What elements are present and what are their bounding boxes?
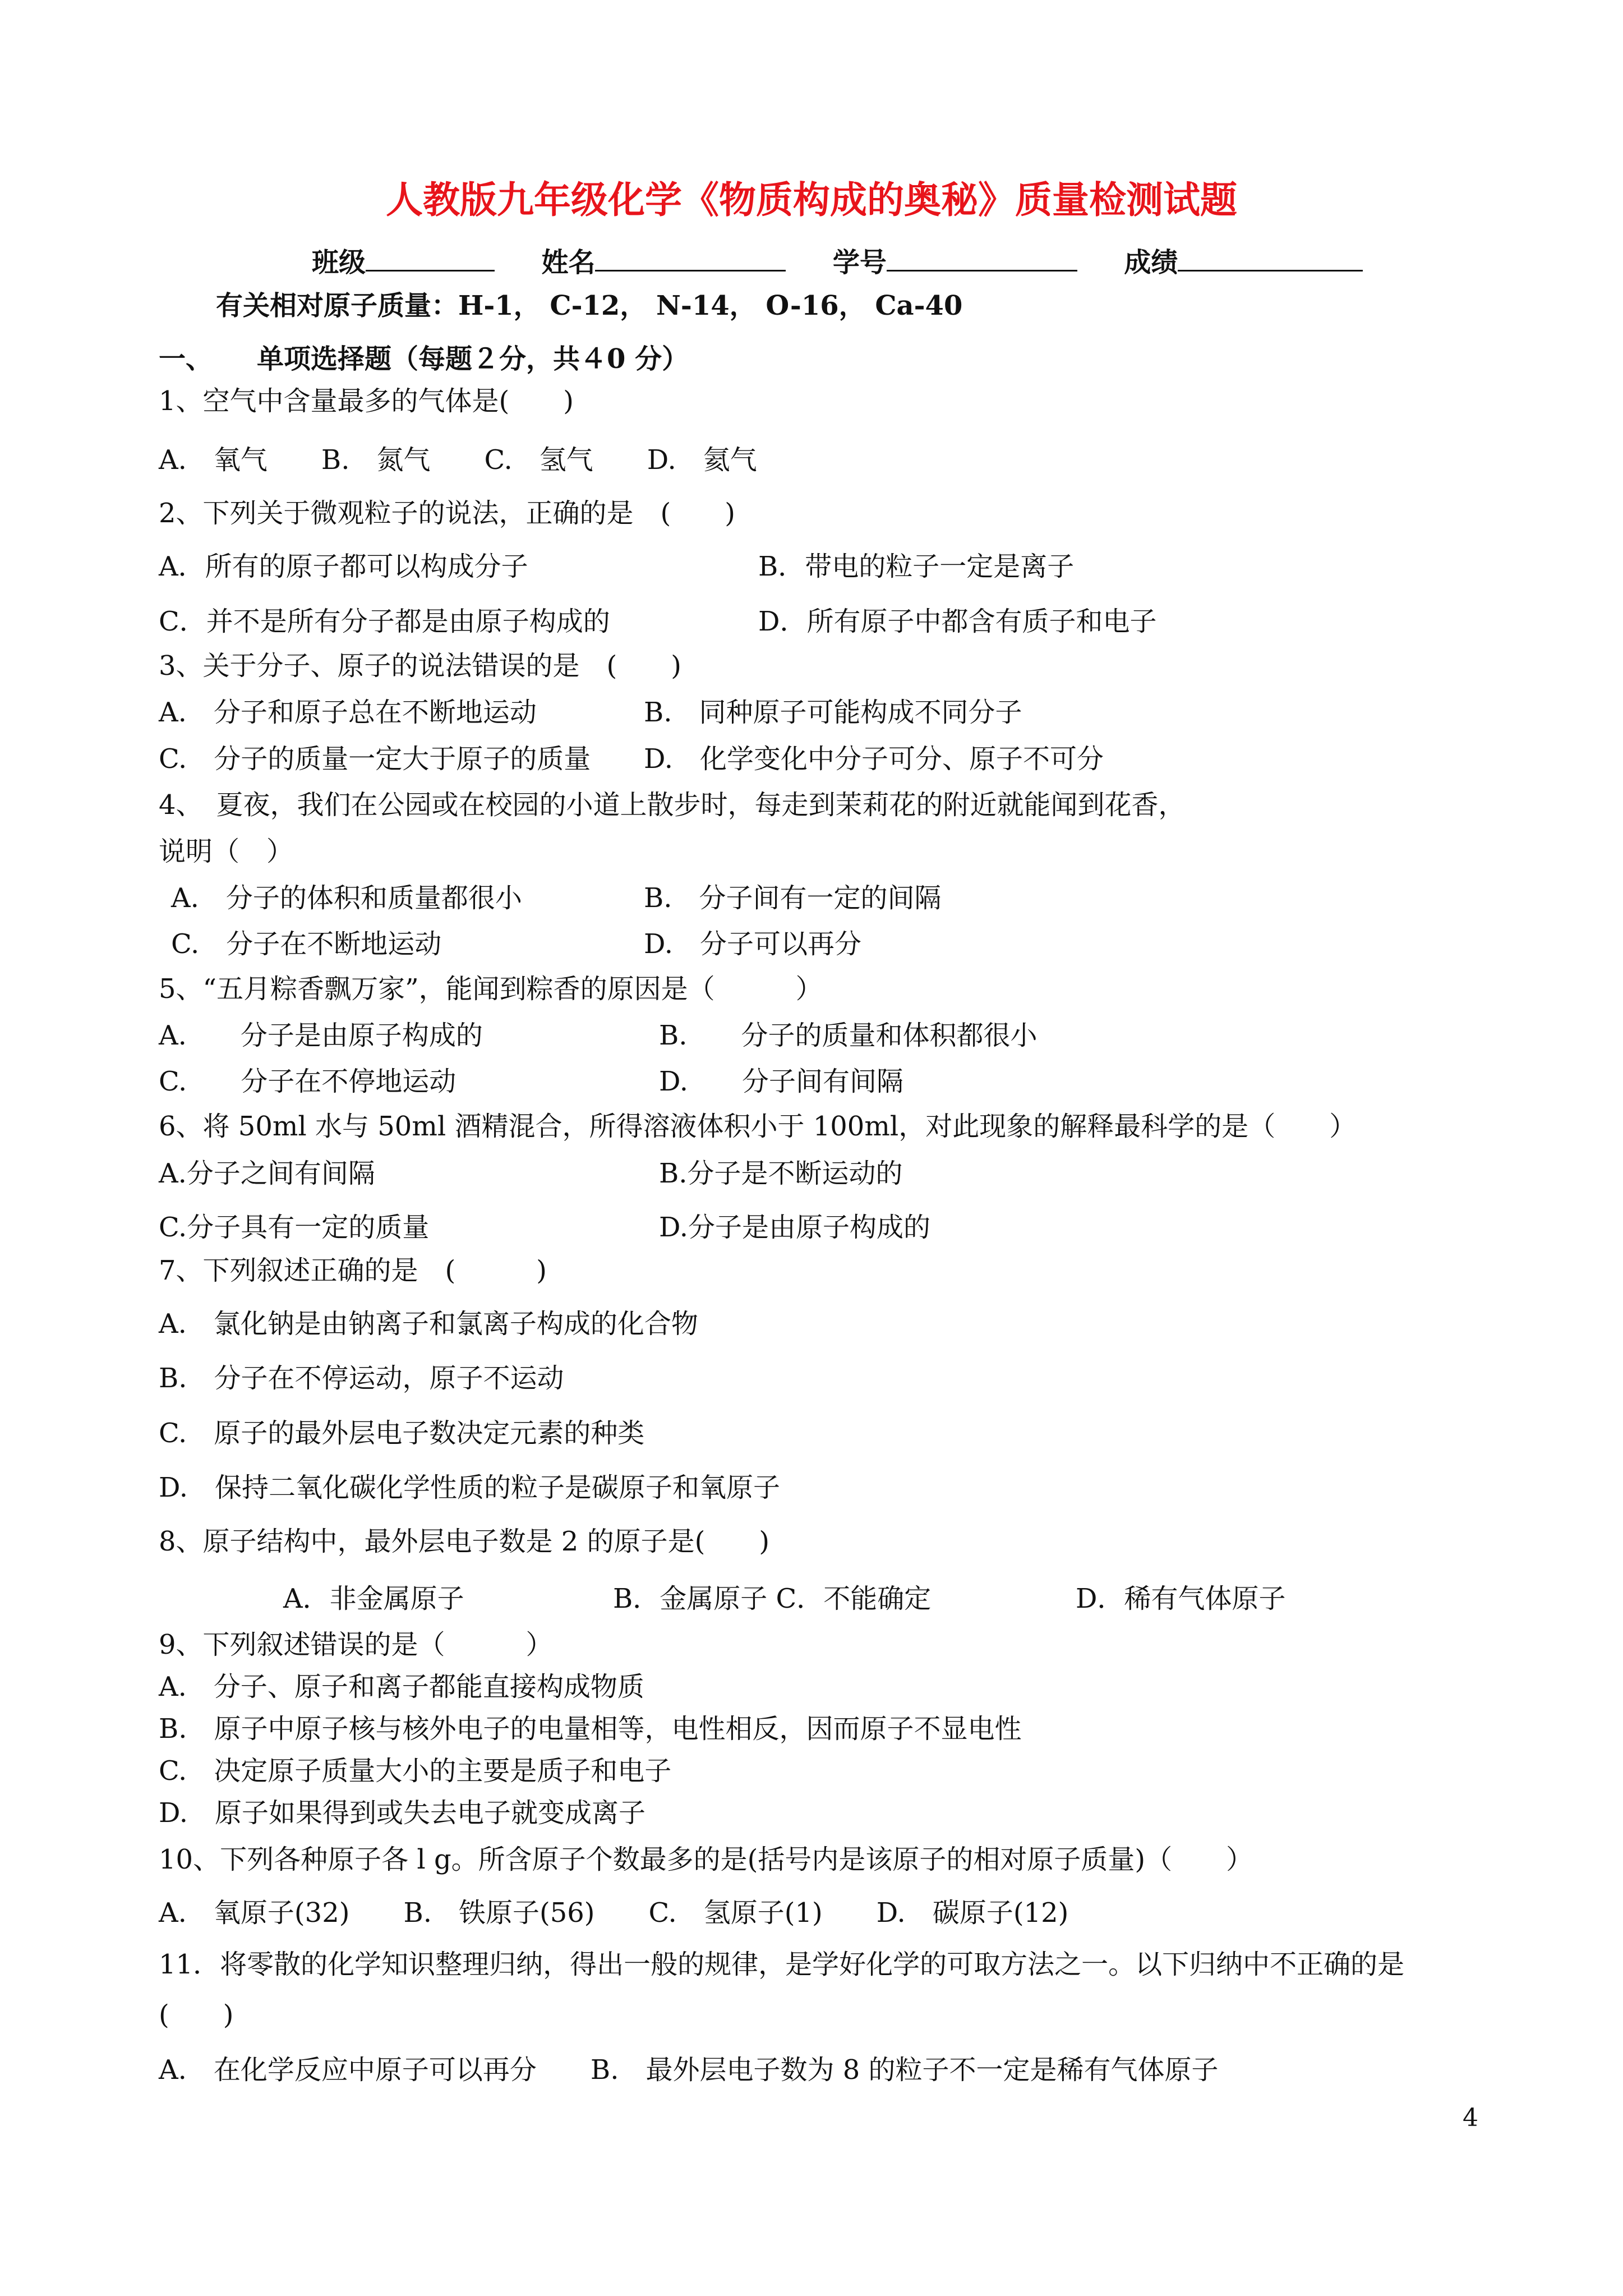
question-9-option-c: C. 决定原子质量大小的主要是质子和电子 xyxy=(159,1755,672,1787)
name-label: 姓名 xyxy=(541,247,596,278)
document-title: 人教版九年级化学《物质构成的奥秘》质量检测试题 xyxy=(386,178,1237,222)
question-7-stem: 7、下列叙述正确的是 ( ) xyxy=(159,1255,547,1286)
atomic-mass-note: 有关相对原子质量：H-1， C-12， N-14， O-16， Ca-40 xyxy=(216,290,963,321)
question-1-options: A. 氧气 B. 氮气 C. 氢气 D. 氦气 xyxy=(159,444,757,476)
class-field[interactable] xyxy=(366,245,495,272)
question-10-options: A. 氧原子(32) B. 铁原子(56) C. 氢原子(1) D. 碳原子(12) xyxy=(159,1897,1069,1929)
question-9-option-d: D. 原子如果得到或失去电子就变成离子 xyxy=(159,1797,646,1829)
question-8-stem: 8、原子结构中，最外层电子数是 2 的原子是( ) xyxy=(159,1526,770,1557)
question-9-option-b: B. 原子中原子核与核外电子的电量相等，电性相反，因而原子不显电性 xyxy=(159,1713,1022,1745)
section-title: 单项选择题（每题２分，共４0 分） xyxy=(257,343,689,375)
question-5-option-a: A. 分子是由原子构成的 xyxy=(159,1020,483,1051)
question-2-option-b: B．带电的粒子一定是离子 xyxy=(758,551,1075,582)
question-8-option-a: A．非金属原子 xyxy=(283,1583,464,1614)
name-field[interactable] xyxy=(595,245,786,272)
question-4-option-d: D. 分子可以再分 xyxy=(644,928,862,960)
question-3-option-d: D. 化学变化中分子可分、原子不可分 xyxy=(644,743,1104,775)
question-4-option-a: A. 分子的体积和质量都很小 xyxy=(171,882,522,914)
question-6-option-a: A.分子之间有间隔 xyxy=(159,1158,375,1189)
id-label: 学号 xyxy=(832,247,887,278)
page-number: 4 xyxy=(1463,2104,1478,2132)
question-6-option-d: D.分子是由原子构成的 xyxy=(659,1212,931,1243)
question-4-option-c: C. 分子在不断地运动 xyxy=(171,928,442,960)
question-7-option-b: B. 分子在不停运动，原子不运动 xyxy=(159,1363,564,1394)
question-4-stem-cont: 说明（ ） xyxy=(159,836,294,867)
question-3-option-c: C. 分子的质量一定大于原子的质量 xyxy=(159,743,591,775)
question-10-stem: 10、下列各种原子各 l g。所含原子个数最多的是(括号内是该原子的相对原子质量)（ ） xyxy=(159,1844,1253,1875)
question-2-option-d: D．所有原子中都含有质子和电子 xyxy=(758,606,1157,637)
question-11-stem-cont: ( ) xyxy=(159,1999,234,2031)
question-3-stem: 3、关于分子、原子的说法错误的是 ( ) xyxy=(159,650,681,682)
question-11-stem: 11．将零散的化学知识整理归纳，得出一般的规律，是学好化学的可取方法之一。以下归纳中不正确的是 xyxy=(159,1949,1405,1980)
question-7-option-a: A. 氯化钠是由钠离子和氯离子构成的化合物 xyxy=(159,1308,698,1340)
question-5-option-c: C. 分子在不停地运动 xyxy=(159,1066,457,1097)
question-8-option-bc: B．金属原子 C．不能确定 xyxy=(613,1583,932,1614)
question-2-stem: 2、下列关于微观粒子的说法，正确的是 ( ) xyxy=(159,498,735,529)
question-9-stem: 9、下列叙述错误的是（ ） xyxy=(159,1629,553,1660)
question-8-option-d: D．稀有气体原子 xyxy=(1076,1583,1286,1614)
question-2-option-c: C．并不是所有分子都是由原子构成的 xyxy=(159,606,610,637)
id-field[interactable] xyxy=(887,245,1077,272)
student-info-row xyxy=(312,245,1363,279)
question-5-option-b: B. 分子的质量和体积都很小 xyxy=(659,1020,1038,1051)
question-4-stem: 4、 夏夜，我们在公园或在校园的小道上散步时，每走到茉莉花的附近就能闻到花香， xyxy=(159,789,1186,821)
question-5-stem: 5、“五月粽香飘万家”，能闻到粽香的原因是（ ） xyxy=(159,973,823,1005)
question-3-option-b: B. 同种原子可能构成不同分子 xyxy=(644,697,1022,728)
question-5-option-d: D. 分子间有间隔 xyxy=(659,1066,904,1097)
question-3-option-a: A. 分子和原子总在不断地运动 xyxy=(159,697,537,728)
class-label: 班级 xyxy=(312,247,366,278)
section-number: 一、 xyxy=(159,343,213,375)
question-2-option-a: A．所有的原子都可以构成分子 xyxy=(159,551,528,582)
score-field[interactable] xyxy=(1178,245,1363,272)
question-6-option-c: C.分子具有一定的质量 xyxy=(159,1212,430,1243)
question-1-stem: 1、空气中含量最多的气体是( ) xyxy=(159,385,574,417)
question-11-options-ab: A. 在化学反应中原子可以再分 B. 最外层电子数为 8 的粒子不一定是稀有气体原子 xyxy=(159,2054,1219,2086)
question-6-option-b: B.分子是不断运动的 xyxy=(659,1158,903,1189)
question-7-option-c: C. 原子的最外层电子数决定元素的种类 xyxy=(159,1418,645,1449)
question-4-option-b: B. 分子间有一定的间隔 xyxy=(644,882,942,914)
question-6-stem: 6、将 50ml 水与 50ml 酒精混合，所得溶液体积小于 100ml，对此现象的解释最科学的是（ ） xyxy=(159,1111,1357,1142)
question-9-option-a: A. 分子、原子和离子都能直接构成物质 xyxy=(159,1671,644,1703)
score-label: 成绩 xyxy=(1124,247,1178,278)
question-7-option-d: D. 保持二氧化碳化学性质的粒子是碳原子和氧原子 xyxy=(159,1472,781,1503)
